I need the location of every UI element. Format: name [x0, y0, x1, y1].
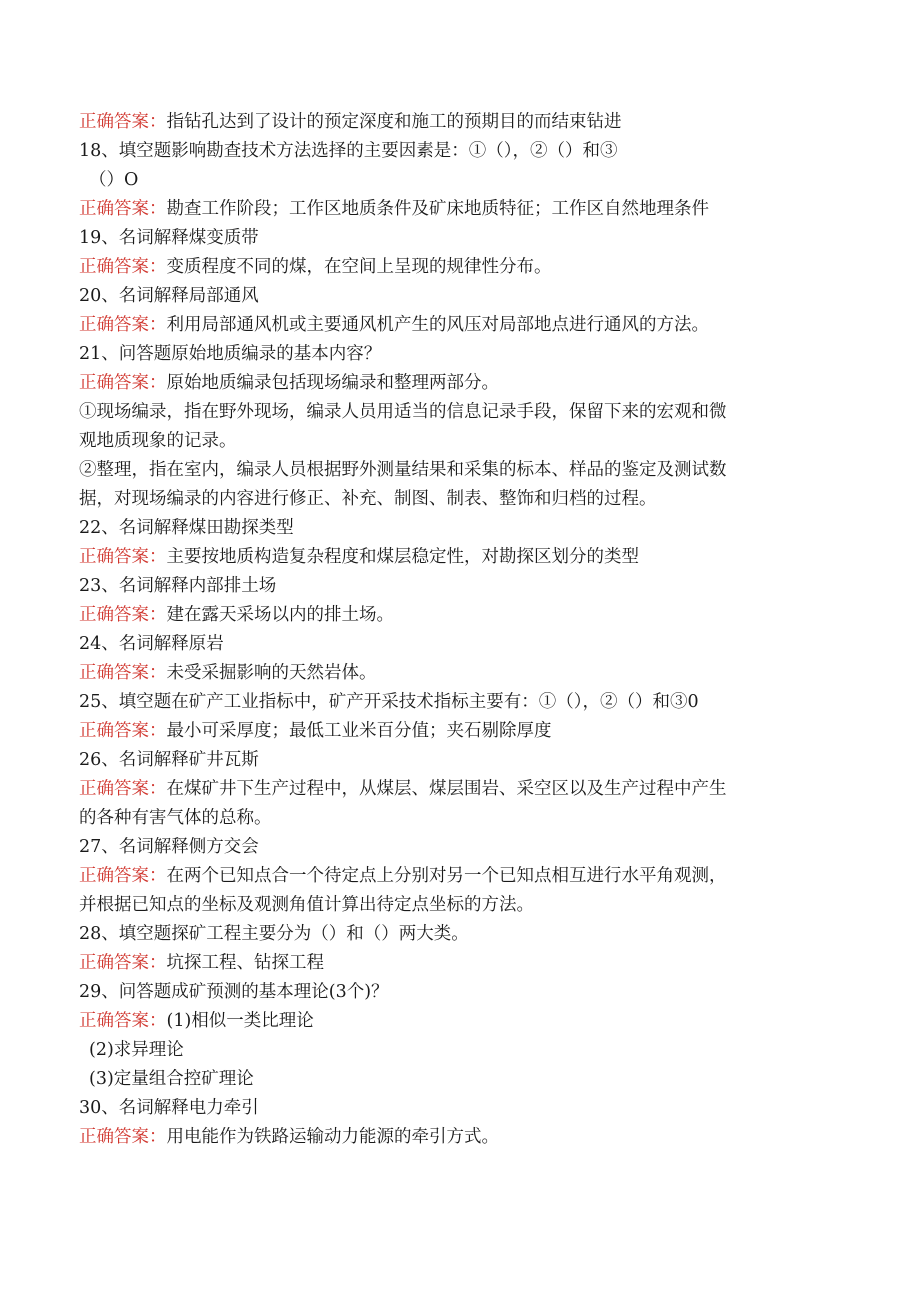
answer-line	[79, 311, 839, 340]
answer-label: 正确答案：	[79, 663, 167, 683]
answer-line	[79, 108, 839, 137]
line-text: 并根据已知点的坐标及观测角值计算出待定点坐标的方法。	[79, 895, 534, 915]
line-text: ②整理，指在室内，编录人员根据野外测量结果和采集的标本、样品的鉴定及测试数	[79, 460, 727, 480]
text-line	[79, 514, 839, 543]
line-text: 30、名词解释电力牵引	[79, 1098, 259, 1118]
line-text: 在煤矿井下生产过程中，从煤层、煤层围岩、采空区以及生产过程中产生	[166, 779, 727, 799]
text-line	[79, 137, 839, 166]
answer-line	[79, 775, 839, 804]
answer-line	[79, 195, 839, 224]
line-text: 最小可采厚度；最低工业米百分值；夹石剔除厚度	[166, 721, 552, 741]
line-text: (2)求异理论	[89, 1040, 184, 1060]
text-line	[79, 427, 839, 456]
line-text: 24、名词解释原岩	[79, 634, 224, 654]
answer-label: 正确答案：	[79, 315, 167, 335]
line-text: 21、问答题原始地质编录的基本内容？	[79, 344, 382, 364]
answer-label: 正确答案：	[79, 866, 167, 886]
line-text: 据，对现场编录的内容进行修正、补充、制图、制表、整饰和归档的过程。	[79, 489, 657, 509]
line-text: 的各种有害气体的总称。	[79, 808, 272, 828]
line-text: (3)定量组合控矿理论	[89, 1069, 254, 1089]
line-text: (1)相似一类比理论	[166, 1011, 314, 1031]
line-text: （）O	[89, 170, 139, 190]
line-text: 建在露天采场以内的排土场。	[166, 605, 394, 625]
line-text: 25、填空题在矿产工业指标中，矿产开采技术指标主要有：①（），②（）和③0	[79, 692, 699, 712]
answer-label: 正确答案：	[79, 112, 167, 132]
text-line	[79, 1065, 839, 1094]
text-line	[79, 978, 839, 1007]
line-text: 27、名词解释侧方交会	[79, 837, 259, 857]
line-text: 未受采掘影响的天然岩体。	[166, 663, 377, 683]
text-line	[79, 833, 839, 862]
answer-line	[79, 1123, 839, 1152]
line-text: 28、填空题探矿工程主要分为（）和（）两大类。	[79, 924, 469, 944]
answer-line	[79, 1007, 839, 1036]
answer-label: 正确答案：	[79, 721, 167, 741]
text-line	[79, 340, 839, 369]
answer-line	[79, 369, 839, 398]
line-text: 主要按地质构造复杂程度和煤层稳定性，对勘探区划分的类型	[166, 547, 639, 567]
text-line	[79, 688, 839, 717]
answer-label: 正确答案：	[79, 257, 167, 277]
line-text: 指钻孔达到了设计的预定深度和施工的预期目的而结束钻进	[166, 112, 622, 132]
text-line	[79, 920, 839, 949]
text-line	[79, 1036, 839, 1065]
line-text: 用电能作为铁路运输动力能源的牵引方式。	[166, 1127, 499, 1147]
line-text: 29、问答题成矿预测的基本理论(3个)？	[79, 982, 389, 1002]
answer-line	[79, 253, 839, 282]
answer-label: 正确答案：	[79, 373, 167, 393]
text-line	[79, 746, 839, 775]
text-line	[79, 1094, 839, 1123]
line-text: ①现场编录，指在野外现场，编录人员用适当的信息记录手段，保留下来的宏观和微	[79, 402, 727, 422]
text-line	[79, 398, 839, 427]
line-text: 19、名词解释煤变质带	[79, 228, 259, 248]
text-line	[79, 485, 839, 514]
text-line	[79, 891, 839, 920]
answer-line	[79, 601, 839, 630]
line-text: 坑探工程、钻探工程	[166, 953, 324, 973]
text-line	[79, 166, 839, 195]
answer-label: 正确答案：	[79, 953, 167, 973]
answer-label: 正确答案：	[79, 605, 167, 625]
line-text: 变质程度不同的煤，在空间上呈现的规律性分布。	[166, 257, 552, 277]
answer-label: 正确答案：	[79, 547, 167, 567]
answer-line	[79, 543, 839, 572]
line-text: 利用局部通风机或主要通风机产生的风压对局部地点进行通风的方法。	[166, 315, 709, 335]
answer-label: 正确答案：	[79, 1011, 167, 1031]
line-text: 观地质现象的记录。	[79, 431, 237, 451]
line-text: 20、名词解释局部通风	[79, 286, 259, 306]
text-line	[79, 572, 839, 601]
line-text: 勘查工作阶段；工作区地质条件及矿床地质特征；工作区自然地理条件	[166, 199, 709, 219]
answer-label: 正确答案：	[79, 199, 167, 219]
line-text: 23、名词解释内部排土场	[79, 576, 277, 596]
document-body	[79, 108, 839, 1152]
answer-line	[79, 862, 839, 891]
answer-label: 正确答案：	[79, 1127, 167, 1147]
answer-line	[79, 949, 839, 978]
text-line	[79, 456, 839, 485]
answer-line	[79, 659, 839, 688]
line-text: 18、填空题影响勘查技术方法选择的主要因素是：①（），②（）和③	[79, 141, 618, 161]
line-text: 22、名词解释煤田勘探类型	[79, 518, 294, 538]
line-text: 在两个已知点合一个待定点上分别对另一个已知点相互进行水平角观测，	[166, 866, 727, 886]
text-line	[79, 630, 839, 659]
text-line	[79, 804, 839, 833]
answer-line	[79, 717, 839, 746]
text-line	[79, 224, 839, 253]
line-text: 26、名词解释矿井瓦斯	[79, 750, 259, 770]
line-text: 原始地质编录包括现场编录和整理两部分。	[166, 373, 499, 393]
text-line	[79, 282, 839, 311]
answer-label: 正确答案：	[79, 779, 167, 799]
